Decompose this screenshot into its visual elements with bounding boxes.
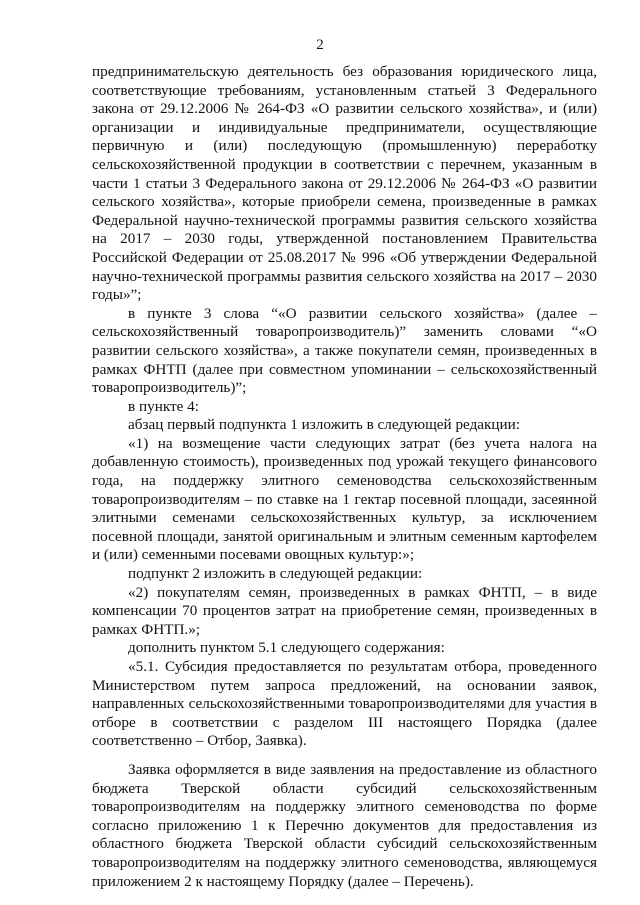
paragraph-item-5-1-instruction: дополнить пунктом 5.1 следующего содержания:	[128, 639, 445, 657]
paragraph-subitem-1-instruction: абзац первый подпункта 1 изложить в следующей редакции:	[128, 416, 521, 434]
document-body	[92, 63, 597, 891]
paragraph-item-4-heading: в пункте 4:	[128, 397, 199, 415]
paragraph-subitem-1-text: «1) на возмещение части следующих затрат (без учета налога на добавленную стоимость), произведенных под урожай текущего финансового года, на поддержку элитного семеноводства сельскохозяйственным товаропроизводителям – по ставке на 1 гектар посевной площади, засеянной элитными семенами сельскохозяйственных культур, за исключением посевной площади, занятой оригинальным и элитным семенным картофелем и (или) семенными посевами овощных культур:»;	[92, 434, 597, 564]
paragraph-item-3-amendment: в пункте 3 слова “«О развитии сельского хозяйства» (далее – сельскохозяйственный товаропроизводитель)” заменить словами “«О развитии сельского хозяйства», а также покупатели семян, произведенных в рамках ФНТП (далее при совместном упоминании – сельскохозяйственный товаропроизводитель)”;	[92, 304, 597, 397]
paragraph-item-5-1-text: «5.1. Субсидия предоставляется по результатам отбора, проведенного Министерством путем запроса предложений, на основании заявок, направленных сельскохозяйственными товаропроизводителями для участия в отборе в соответствии с разделом III настоящего Порядка (далее соответственно – Отбор, Заявка).	[92, 658, 597, 750]
paragraph-subitem-2-text: «2) покупателям семян, произведенных в рамках ФНТП, – в виде компенсации 70 процентов затрат на приобретение семян, произведенных в рамках ФНТП.»;	[92, 583, 597, 638]
paragraph-application-form: Заявка оформляется в виде заявления на предоставление из областного бюджета Тверской области субсидий сельскохозяйственным товаропроизводителям на поддержку элитного семеноводства по форме согласно приложению 1 к Перечню документов для предоставления из областного бюджета Тверской области субсидий сельскохозяйственным товаропроизводителям на поддержку элитного семеноводства, являющемуся приложением 2 к настоящему Порядку (далее – Перечень).	[92, 760, 597, 890]
page-number: 2	[316, 37, 324, 53]
paragraph-subitem-2-instruction: подпункт 2 изложить в следующей редакции:	[128, 565, 423, 583]
paragraph-continuation: предпринимательскую деятельность без образования юридического лица, соответствующие требованиям, установленным статьей 3 Федерального закона от 29.12.2006 № 264-ФЗ «О развитии сельского хозяйства», и (или) организации и индивидуальные предприниматели, осуществляющие первичную и (или) последующую (промышленную) переработку сельскохозяйственной продукции в соответствии с перечнем, указанным в части 1 статьи 3 Федерального закона от 29.12.2006 № 264-ФЗ «О развитии сельского хозяйства», которые приобрели семена, произведенные в рамках Федеральной научно-технической программы развития сельского хозяйства на 2017 – 2030 годы, утвержденной постановлением Правительства Российской Федерации от 25.08.2017 № 996 «Об утверждении Федеральной научно-технической программы развития сельского хозяйства на 2017 – 2030 годы»”;	[92, 63, 597, 304]
